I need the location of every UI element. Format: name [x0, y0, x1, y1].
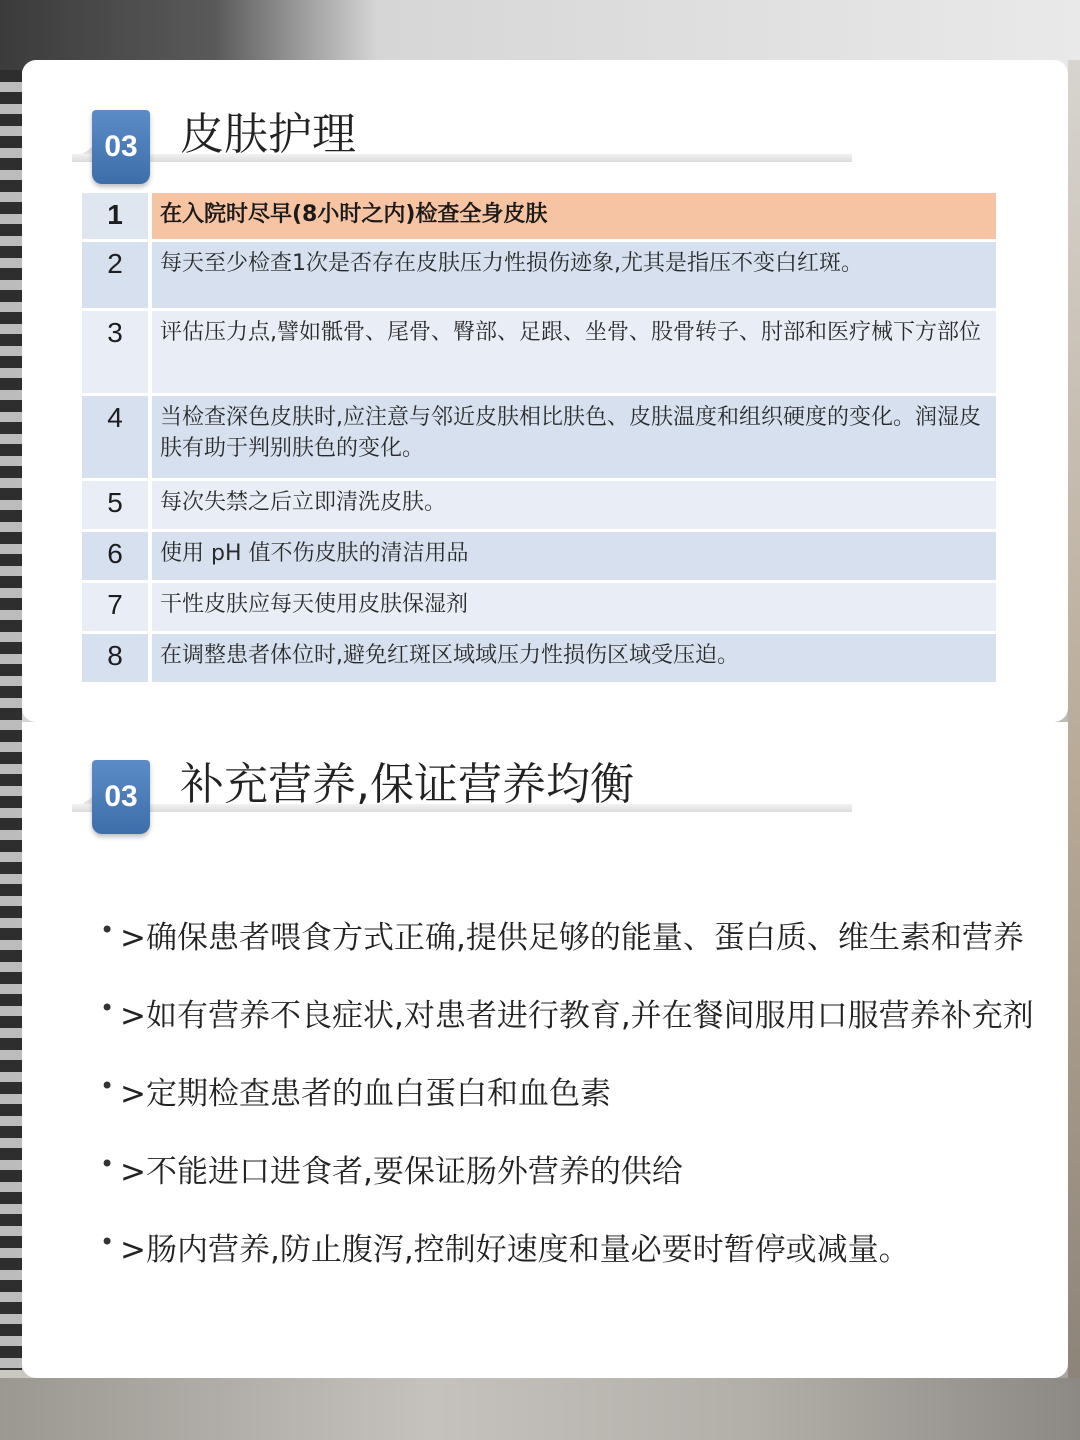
list-item-text: >定期检查患者的血白蛋白和血色素 [120, 1076, 611, 1112]
row-text: 在入院时尽早(8小时之内)检查全身皮肤 [152, 193, 996, 239]
section-title: 皮肤护理 [180, 109, 356, 160]
row-number: 8 [82, 634, 148, 682]
bullet-dot-icon: • [100, 1072, 115, 1100]
row-number: 5 [82, 481, 148, 529]
background-left-stripes [0, 70, 22, 1370]
section-header-nutrition [72, 759, 852, 860]
table-row [82, 481, 996, 529]
row-text: 干性皮肤应每天使用皮肤保湿剂 [152, 583, 996, 631]
background-bottom [0, 1378, 1080, 1440]
background-right [1068, 60, 1080, 1380]
row-number: 2 [82, 242, 148, 308]
section-number-badge: 03 [92, 110, 150, 184]
section-number-badge: 03 [92, 760, 150, 834]
list-item [100, 990, 1034, 1068]
bullet-dot-icon: • [100, 1150, 115, 1178]
list-item-text: >肠内营养,防止腹泻,控制好速度和量必要时暂停或减量。 [120, 1232, 910, 1268]
list-item-text: >不能进口进食者,要保证肠外营养的供给 [120, 1154, 683, 1190]
row-number: 6 [82, 532, 148, 580]
table-row [82, 583, 996, 631]
table-row [82, 532, 996, 580]
list-item [100, 1224, 1034, 1302]
table-row [82, 311, 996, 393]
row-number: 3 [82, 311, 148, 393]
list-item-text: >如有营养不良症状,对患者进行教育,并在餐间服用口服营养补充剂 [120, 998, 1034, 1034]
list-item [100, 912, 1034, 990]
row-number: 4 [82, 396, 148, 478]
row-text: 每次失禁之后立即清洗皮肤。 [152, 481, 996, 529]
table-row [82, 634, 996, 682]
table-row [82, 242, 996, 308]
nutrition-bullet-list [100, 912, 1034, 1302]
row-text: 评估压力点,譬如骶骨、尾骨、臀部、足跟、坐骨、股骨转子、肘部和医疗械下方部位 [152, 311, 996, 393]
row-text: 每天至少检查1次是否存在皮肤压力性损伤迹象,尤其是指压不变白红斑。 [152, 242, 996, 308]
table-row [82, 396, 996, 478]
row-text: 使用 pH 值不伤皮肤的清洁用品 [152, 532, 996, 580]
skin-care-card [22, 60, 1068, 722]
bullet-dot-icon: • [100, 916, 115, 944]
bullet-dot-icon: • [100, 994, 115, 1022]
list-item [100, 1068, 1034, 1146]
table-row [82, 193, 996, 239]
list-item-text: >确保患者喂食方式正确,提供足够的能量、蛋白质、维生素和营养 [120, 920, 1024, 956]
nutrition-card [22, 722, 1068, 1378]
row-text: 在调整患者体位时,避免红斑区域域压力性损伤区域受压迫。 [152, 634, 996, 682]
bullet-dot-icon: • [100, 1228, 115, 1256]
row-number: 1 [82, 193, 148, 239]
skin-care-table [82, 190, 996, 685]
section-title: 补充营养,保证营养均衡 [180, 759, 634, 810]
row-number: 7 [82, 583, 148, 631]
list-item [100, 1146, 1034, 1224]
row-text: 当检查深色皮肤时,应注意与邻近皮肤相比肤色、皮肤温度和组织硬度的变化。润湿皮肤有助于判别肤色的变化。 [152, 396, 996, 478]
